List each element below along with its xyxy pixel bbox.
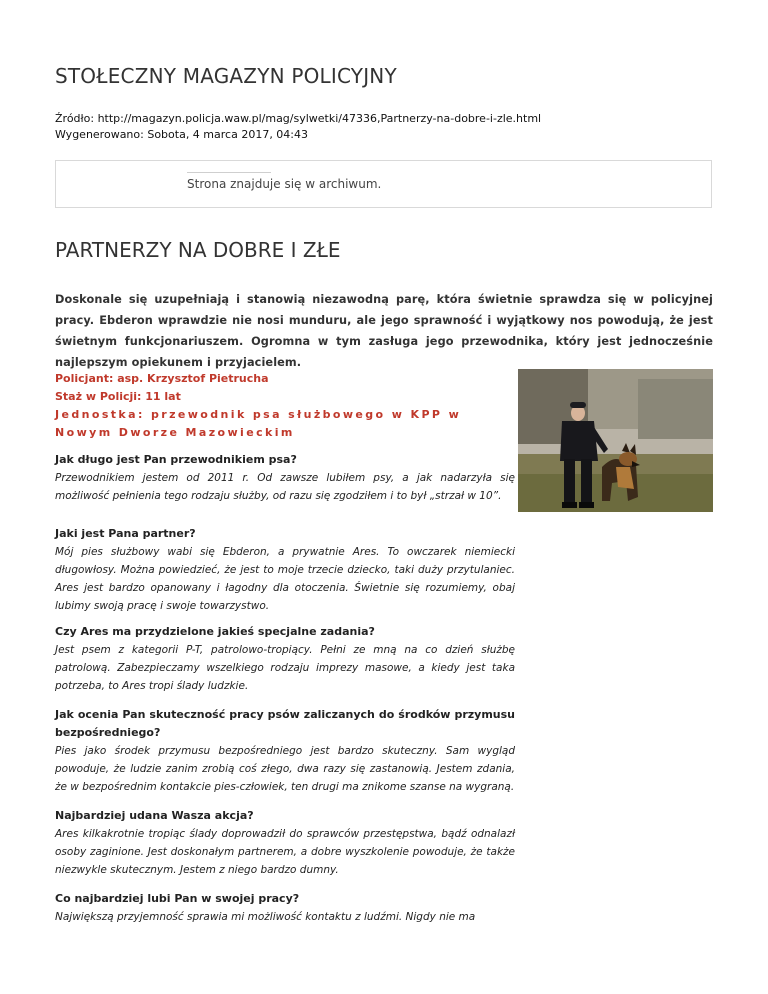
article-lead: Doskonale się uzupełniają i stanowią niezawodną parę, która świetnie sprawdza się w policyjnej pracy. Ebderon wprawdzie nie nosi munduru, ale jego sprawność i wyjątkowy nos powodują, że jest świetnym funkcjonariuszem. Ogromna w tym zasługa jego przewodnika, który jest jednocześnie najlepszym opiekunem i przyjacielem. [55, 293, 713, 369]
qa-question: Najbardziej udana Wasza akcja? [55, 809, 254, 822]
qa-question: Jak długo jest Pan przewodnikiem psa? [55, 453, 297, 466]
site-title: STOŁECZNY MAGAZYN POLICYJNY [55, 64, 397, 88]
qa-item [55, 706, 515, 796]
source-line: Źródło: http://magazyn.policja.waw.pl/mag/sylwetki/47336,Partnerzy-na-dobre-i-zle.html [55, 112, 542, 125]
officer-name: Policjant: asp. Krzysztof Pietrucha [55, 372, 269, 385]
qa-item [55, 451, 515, 505]
generated-line: Wygenerowano: Sobota, 4 marca 2017, 04:43 [55, 128, 309, 141]
qa-item [55, 525, 515, 615]
article-title: PARTNERZY NA DOBRE I ZŁE [55, 238, 341, 262]
qa-answer: Największą przyjemność sprawia mi możliwość kontaktu z ludźmi. Nigdy nie ma [55, 911, 476, 923]
officer-service: Staż w Policji: 11 lat [55, 390, 181, 403]
archive-divider [187, 172, 271, 173]
qa-answer: Przewodnikiem jestem od 2011 r. Od zawsze lubiłem psy, a jak nadarzyła się możliwość pełnienia tego rodzaju służby, od razu się zgodziłem i to był „strzał w 10”. [55, 472, 515, 502]
archive-notice-box [55, 160, 712, 208]
qa-item [55, 807, 515, 879]
qa-answer: Ares kilkakrotnie tropiąc ślady doprowadził do sprawców przestępstwa, bądź odnalazł osoby zaginione. Jest doskonałym partnerem, a dobre wyszkolenie powoduje, że także niezwykle skutecznym. Jestem z niego bardzo dumny. [55, 828, 515, 876]
qa-answer: Jest psem z kategorii P-T, patrolowo-tropiący. Pełni ze mną na co dzień służbę patrolową. Zabezpieczamy wszelkiego rodzaju imprezy masowe, a kiedy jest taka potrzeba, to Ares tropi ślady ludzkie. [55, 644, 515, 692]
qa-question: Czy Ares ma przydzielone jakieś specjalne zadania? [55, 625, 375, 638]
officer-with-dog-photo [518, 369, 713, 512]
document-meta [55, 111, 541, 143]
qa-item [55, 890, 515, 926]
officer-info [55, 370, 515, 442]
qa-question: Jak ocenia Pan skuteczność pracy psów zaliczanych do środków przymusu bezpośredniego? [55, 708, 515, 739]
qa-answer: Pies jako środek przymusu bezpośredniego jest bardzo skuteczny. Sam wygląd powoduje, że ludzie zanim zrobią coś złego, dwa razy się zastanowią. Jestem zdania, że w bezpośrednim kontakcie pies-człowiek, ten drugi ma znikome szanse na wygraną. [55, 745, 515, 793]
qa-question: Jaki jest Pana partner? [55, 527, 196, 540]
officer-unit: Jednostka: przewodnik psa służbowego w KPP w Nowym Dworze Mazowieckim [55, 408, 462, 439]
qa-question: Co najbardziej lubi Pan w swojej pracy? [55, 892, 300, 905]
qa-item [55, 623, 515, 695]
archive-notice: Strona znajduje się w archiwum. [187, 177, 382, 191]
qa-answer: Mój pies służbowy wabi się Ebderon, a prywatnie Ares. To owczarek niemiecki długowłosy. Można powiedzieć, że jest to moje trzecie dziecko, taki duży przytulaniec. Ares jest bardzo opanowany i łagodny dla otoczenia. Świetnie się rozumiemy, obaj lubimy swoją pracę i swoje towarzystwo. [55, 546, 515, 612]
